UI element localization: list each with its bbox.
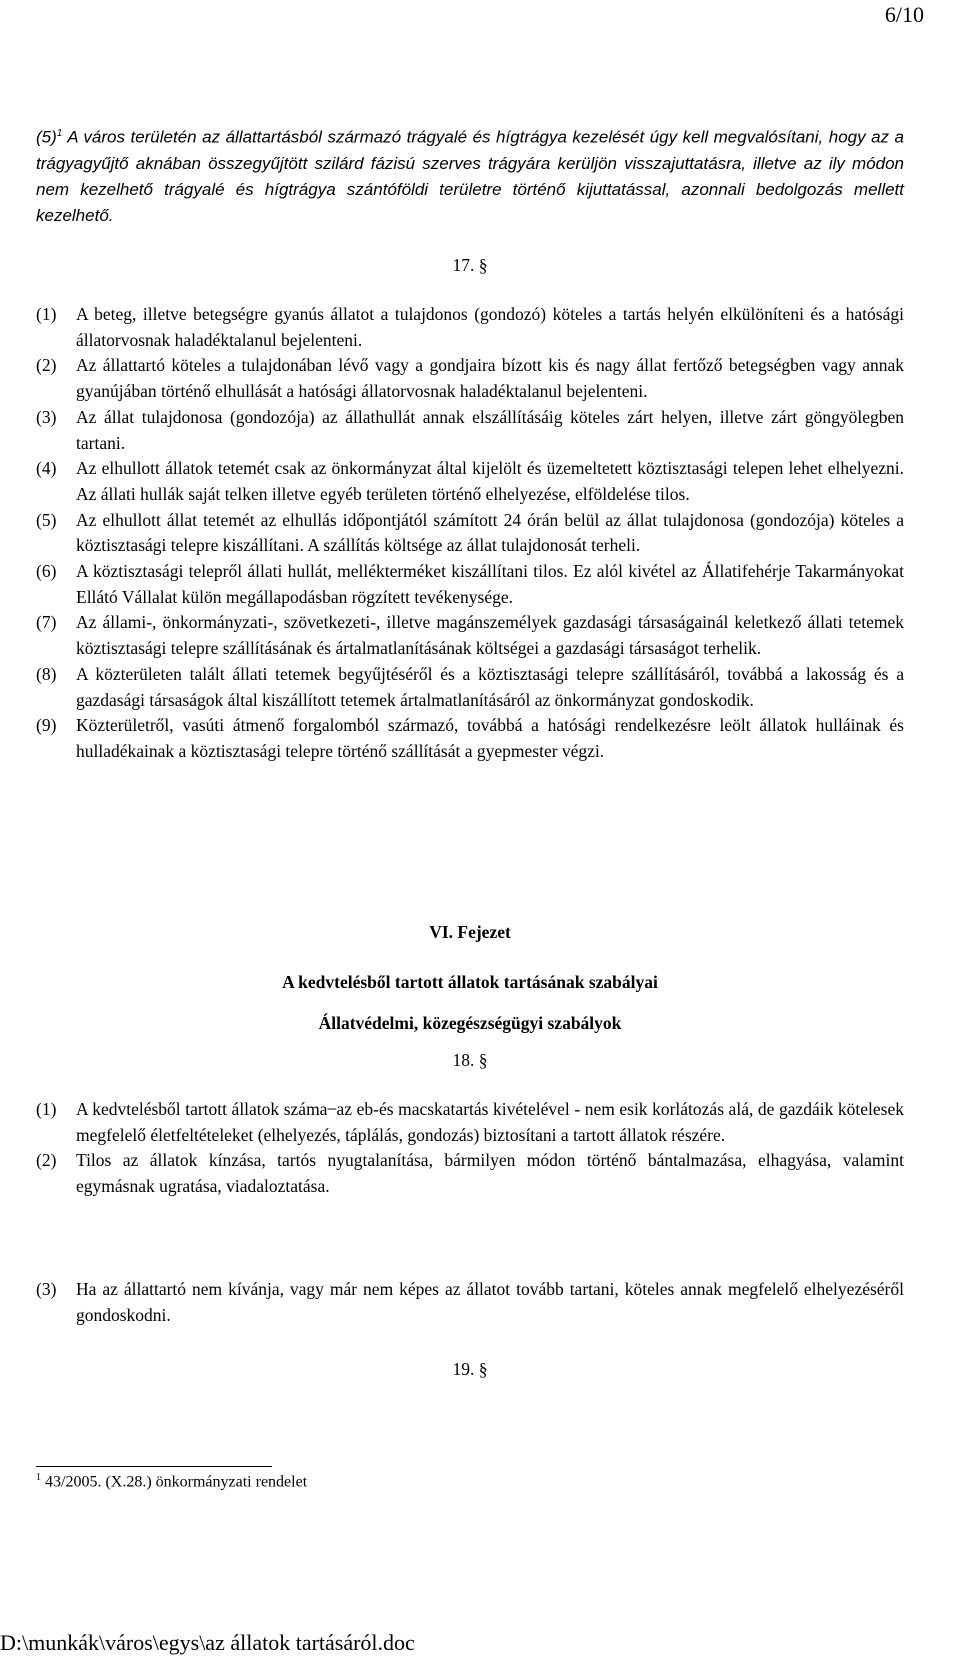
list-item — [36, 662, 904, 713]
list-item — [36, 1277, 904, 1328]
item-text: A közterületen talált állati tetemek begyűjtéséről és a köztisztasági telepre szállításáról, továbbá a lakosság és a gazdasági társaságok által kiszállított tetemek ártalmatlanításáról az önkormányzat gondoskodik. — [76, 663, 904, 710]
footnote-ref: 1 — [56, 128, 63, 139]
item-text: A köztisztasági telepről állati hullát, mellékterméket kiszállítani tilos. Ez alól kivétel az Állatifehérje Takarmányokat Ellátó Vállalat külön megállapodásban rögzített tevékenysége. — [76, 561, 904, 607]
item-number: (2) — [36, 355, 57, 376]
item-number: (6) — [36, 561, 57, 582]
item-number: (5) — [36, 509, 57, 530]
item-text: Az elhullott állatok tetemét csak az önkormányzat által kijelölt és üzemeltetett köztisztasági telepen lehet elhelyezni. Az állati hullák saját telken illetve egyéb területen történő elhelyezése, elföldelése tilos. — [76, 458, 904, 504]
page-number: 6/10 — [884, 2, 924, 27]
footnote — [36, 1472, 307, 1491]
footnote-separator — [36, 1466, 272, 1467]
footnote-number: 1 — [36, 1472, 41, 1483]
item-text: Közterületről, vasúti átmenő forgalomból származó, továbbá a hatósági rendelkezésre leölt állatok hulláinak és hulladékainak a köztisztasági telepre történő szállítását a gyepmester végzi. — [76, 715, 904, 761]
list-item — [36, 1148, 904, 1199]
item-number: (4) — [36, 458, 57, 479]
section-18-list — [36, 1097, 904, 1200]
section-19-heading: 19. § — [452, 1359, 488, 1379]
item-text: Az elhullott állat tetemét az elhullás időpontjától számított 24 órán belül az állat tulajdonosa (gondozója) köteles a köztisztasági telepre kiszállítani. A szállítás költsége az állat tulajdonosát terheli. — [76, 509, 904, 556]
paragraph-5-intro — [36, 121, 904, 229]
item-number: (3) — [36, 406, 57, 427]
intro-label: (5) — [36, 127, 57, 147]
section-17-list — [36, 302, 904, 765]
footer-file-path: D:\munkák\város\egys\az állatok tartásáról.doc — [0, 1630, 415, 1655]
item-number: (8) — [36, 663, 57, 684]
list-item — [36, 353, 904, 404]
item-text: A beteg, illetve betegségre gyanús állatot a tulajdonos (gondozó) köteles a tartás helyén elkülöníteni és a hatósági állatorvosnak haladéktalanul bejelenteni. — [76, 304, 904, 350]
item-text: Az állami-, önkormányzati-, szövetkezeti-, illetve magánszemélyek gazdasági társaságainál keletkező állati tetemek köztisztasági telepre szállításának és ártalmatlanításának költségei a gazdasági társaságot terhelik. — [76, 612, 904, 659]
list-item — [36, 508, 904, 559]
list-item — [36, 713, 904, 764]
list-item — [36, 610, 904, 661]
footnote-text: 43/2005. (X.28.) önkormányzati rendelet — [41, 1473, 308, 1491]
item-text: Az állattartó köteles a tulajdonában lévő vagy a gondjaira bízott kis és nagy állat fertőző betegségben vagy annak gyanújában történő elhullását a hatósági állatorvosnak haladéktalanul bejelenteni. — [76, 355, 904, 402]
chapter-subtitle: A kedvtelésből tartott állatok tartásának szabályai — [282, 972, 658, 992]
item-text: Tilos az állatok kínzása, tartós nyugtalanítása, bármilyen módon történő bántalmazása, elhagyása, valamint egymásnak ugratása, viadaloztatása. — [76, 1150, 904, 1197]
list-item — [36, 302, 904, 353]
item-text: Az állat tulajdonosa (gondozója) az állathullát annak elszállításáig köteles zárt helyen, illetve zárt göngyölegben tartani. — [76, 406, 904, 453]
item-number: (7) — [36, 612, 57, 633]
list-item — [36, 559, 904, 610]
intro-text: A város területén az állattartásból származó trágyalé és hígtrágya kezelését úgy kell megvalósítani, hogy az a trágyagyűjtő aknában összegyűjtött szilárd fázisú szerves trágyára kerüljön visszajuttatásra, illetve az ily módon nem kezelhető trágyalé és hígtrágya szántóföldi területre történő kijuttatással, azonnali bedolgozás mellett kezelhető. — [36, 127, 904, 225]
chapter-subsubtitle: Állatvédelmi, közegészségügyi szabályok — [318, 1013, 622, 1033]
chapter-title: VI. Fejezet — [429, 922, 511, 942]
item-number: (3) — [36, 1279, 57, 1299]
list-item — [36, 456, 904, 507]
item-number: (1) — [36, 304, 57, 324]
section-18-heading: 18. § — [452, 1050, 488, 1070]
item-number: (2) — [36, 1150, 57, 1171]
section-17-heading: 17. § — [452, 255, 488, 275]
list-item — [36, 1097, 904, 1148]
list-item — [36, 405, 904, 456]
section-18-item-3 — [36, 1277, 904, 1328]
item-number: (1) — [36, 1099, 57, 1119]
item-text: Ha az állattartó nem kívánja, vagy már nem képes az állatot tovább tartani, köteles annak megfelelő elhelyezéséről gondoskodni. — [76, 1279, 904, 1325]
item-number: (9) — [36, 715, 57, 736]
item-text: A kedvtelésből tartott állatok száma ̶ az eb-és macskatartás kivételével - nem esik korlátozás alá, de gazdáik kötelesek megfelelő életfeltételeket (elhelyezés, táplálás, gondozás) biztosítani a tartott állatok részére. — [76, 1099, 904, 1145]
